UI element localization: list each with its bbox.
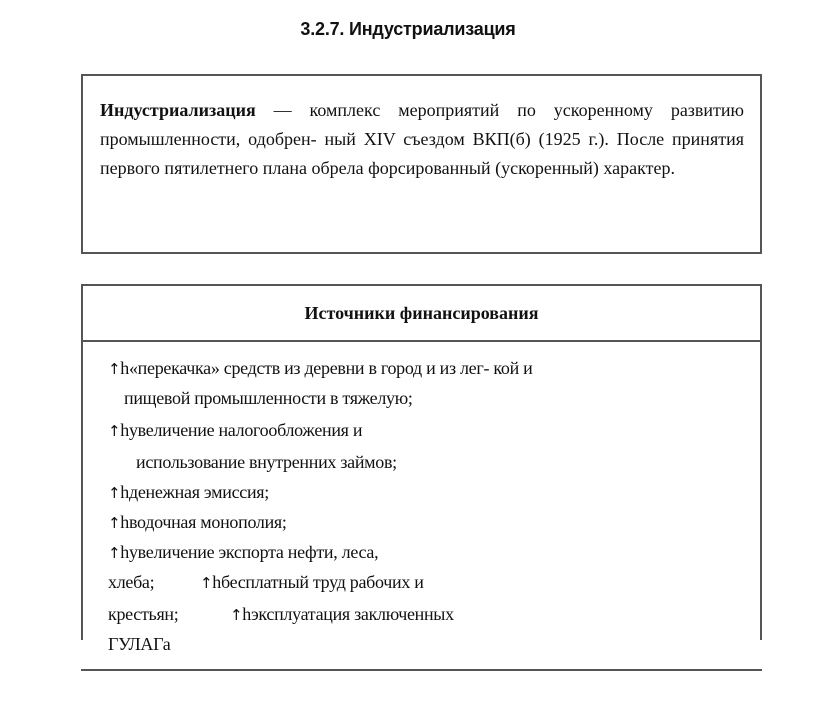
definition-term: Индустриализация	[100, 100, 256, 120]
financing-title: Источники финансирования	[83, 286, 760, 342]
list-item-continuation: пищевой промышленности в тяжелую;	[124, 388, 413, 408]
list-item-continuation: крестьян;	[108, 604, 179, 624]
arrow-up-icon: ↑	[108, 514, 121, 532]
definition-box	[81, 74, 762, 254]
arrow-up-icon: ↑	[230, 606, 243, 624]
list-item: ↑hбесплатный труд рабочих и	[200, 572, 424, 592]
list-item-continuation: хлеба;	[108, 572, 155, 592]
bottom-rule	[81, 669, 762, 671]
arrow-up-icon: ↑	[108, 544, 121, 562]
section-heading: 3.2.7. Индустриализация	[300, 19, 516, 39]
arrow-up-icon: ↑	[108, 360, 121, 378]
list-item: ↑hувеличение экспорта нефти, леса,	[108, 542, 379, 562]
arrow-up-icon: ↑	[108, 422, 121, 440]
list-item-continuation: ГУЛАГа	[108, 634, 171, 654]
list-item: ↑h«перекачка» средств из деревни в город и из лег- кой и	[108, 358, 533, 378]
arrow-up-icon: ↑	[200, 574, 213, 592]
definition-text: — комплекс мероприятий по ускоренному развитию промышленности, одобрен- ный XIV съездом ВКП(б) (1925 г.). После принятия первого пятилетнего плана обрела форсированный (ускоренный) характер.	[100, 100, 744, 178]
list-item: ↑hводочная монополия;	[108, 512, 287, 532]
list-item-continuation: использование внутренних займов;	[136, 452, 397, 472]
definition-paragraph	[100, 96, 744, 183]
arrow-up-icon: ↑	[108, 484, 121, 502]
list-item: ↑hувеличение налогообложения и	[108, 420, 363, 440]
list-item: ↑hэксплуатация заключенных	[230, 604, 454, 624]
list-item: ↑hденежная эмиссия;	[108, 482, 269, 502]
